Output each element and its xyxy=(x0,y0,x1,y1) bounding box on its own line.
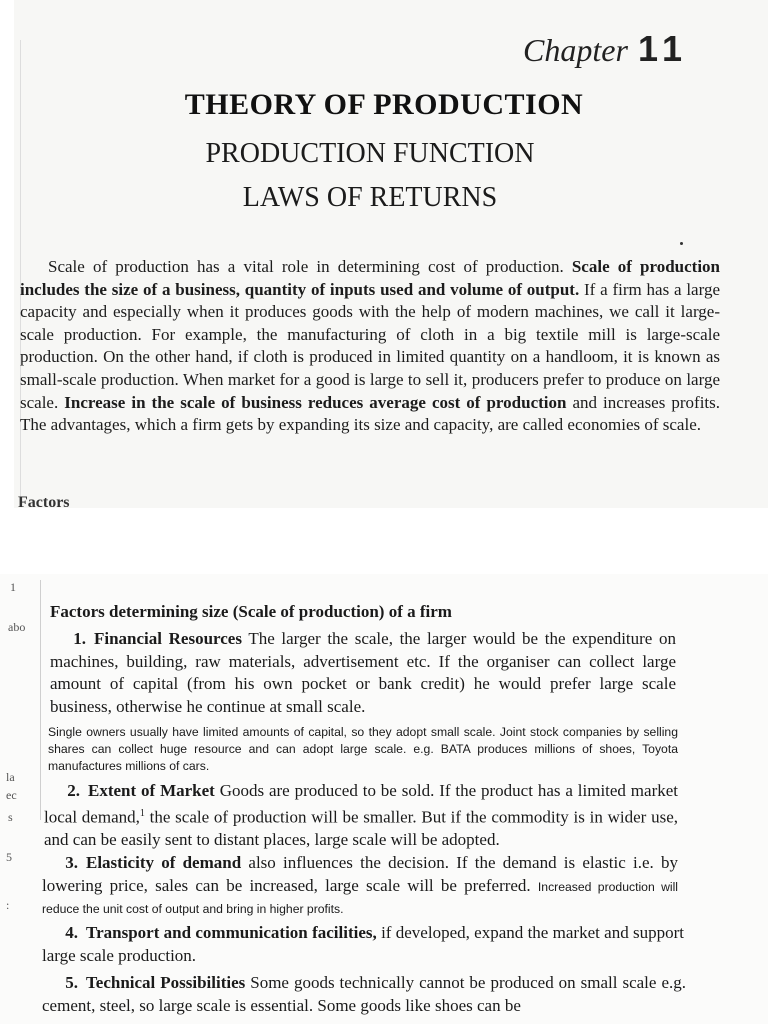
factor-text: also influences the decision. If the demand is elastic i.e. by lowering price, sales can be increased, large scale will be preferred. xyxy=(42,853,678,895)
chapter-label: Chapter xyxy=(523,32,628,68)
factor-number: 5. xyxy=(65,973,78,992)
margin-scrap: : xyxy=(6,898,10,912)
factor-title: Elasticity of demand xyxy=(86,853,242,872)
factor-title: Financial Resources xyxy=(94,629,242,648)
factor-number: 4. xyxy=(65,923,78,942)
factor-item xyxy=(50,628,676,718)
factor-note: Single owners usually have limited amounts of capital, so they adopt small scale. Joint stock companies by selling shares can collect huge resource and can adopt large scale. e.g. BATA produces millions of shoes, Toyota manufactures millions of cars. xyxy=(48,725,678,773)
intro-sentence-4: For example, the manufacturing of cloth in a big textile mill is large-scale production. On the other hand, if cloth is produced in limited quantity on a handloom, it is known as small-scale production. When market for a good is large to sell it, producers prefer to produce on large scale. xyxy=(20,324,720,412)
subtitle-laws-of-returns: LAWS OF RETURNS xyxy=(242,182,498,213)
factor-text: Goods are produced to be sold. If the product has a limited market local demand, xyxy=(44,781,679,827)
margin-scrap: ec xyxy=(6,788,17,802)
ink-dot xyxy=(680,242,683,245)
factor-text: the scale of production will be smaller. But if the commodity is in wider use, and can be easily sent to distant places, large scale will be adopted. xyxy=(44,807,679,849)
intro-key-point: Increase in the scale of business reduces average cost of production xyxy=(64,392,567,412)
subtitle-production-function: PRODUCTION FUNCTION xyxy=(205,138,535,169)
factor-title: Transport and communication facilities, xyxy=(86,923,377,942)
intro-definition: Scale of production includes the size of a business, quantity of inputs used and volume of output. xyxy=(20,257,721,299)
margin-scrap: 1 xyxy=(10,580,16,594)
margin-scrap: la xyxy=(6,770,15,784)
intro-sentence-6: and increases profits. The advantages, which a firm gets by expanding its size and capacity, are called economies of scale. xyxy=(20,392,721,435)
intro-sentence-3: If a firm has a large capacity and especially when it produces goods with the help of modern machines, we call it large-scale production. xyxy=(20,279,720,344)
factor-number: 2. xyxy=(67,781,80,800)
factor-text: The larger the scale, the larger would be the expenditure on machines, building, raw materials, advertisement etc. If the organiser can collect large amount of capital (from his own pocket or bank credit) he would prefer large scale business, otherwise he continue at small scale. xyxy=(50,629,676,716)
footnote-mark: 1 xyxy=(139,807,145,819)
factor-title: Technical Possibilities xyxy=(86,973,246,992)
chapter-number: 11 xyxy=(637,28,688,69)
factor-number: 1. xyxy=(73,629,86,648)
factor-number: 3. xyxy=(65,853,78,872)
page-title: THEORY OF PRODUCTION xyxy=(184,88,584,121)
factor-item xyxy=(42,852,678,920)
factors-heading: Factors determining size (Scale of production) of a firm xyxy=(50,602,452,621)
margin-scrap: abo xyxy=(8,620,26,634)
factor-text: if developed, expand the market and support large scale production. xyxy=(42,923,684,965)
chapter-heading xyxy=(523,28,688,70)
factor-item xyxy=(42,922,684,967)
factor-title: Extent of Market xyxy=(88,781,215,800)
margin-scrap: 5 xyxy=(6,850,12,864)
margin-scrap: s xyxy=(8,810,13,824)
factor-note: Increased production will reduce the unit cost of output and bring in higher profits. xyxy=(42,879,679,916)
factor-text: Some goods technically cannot be produced on small scale e.g. cement, steel, so large scale is essential. Some goods like shoes can be xyxy=(42,973,686,1015)
factor-item xyxy=(42,972,686,1017)
intro-sentence-1: Scale of production has a vital role in determining cost of production. xyxy=(48,257,564,276)
factor-item xyxy=(44,780,678,851)
page-bottom-scan xyxy=(0,574,768,1024)
page-fold-line xyxy=(40,580,41,820)
cut-off-line: Factors xyxy=(18,494,70,508)
intro-paragraph xyxy=(20,256,720,437)
page-gap xyxy=(0,508,768,574)
